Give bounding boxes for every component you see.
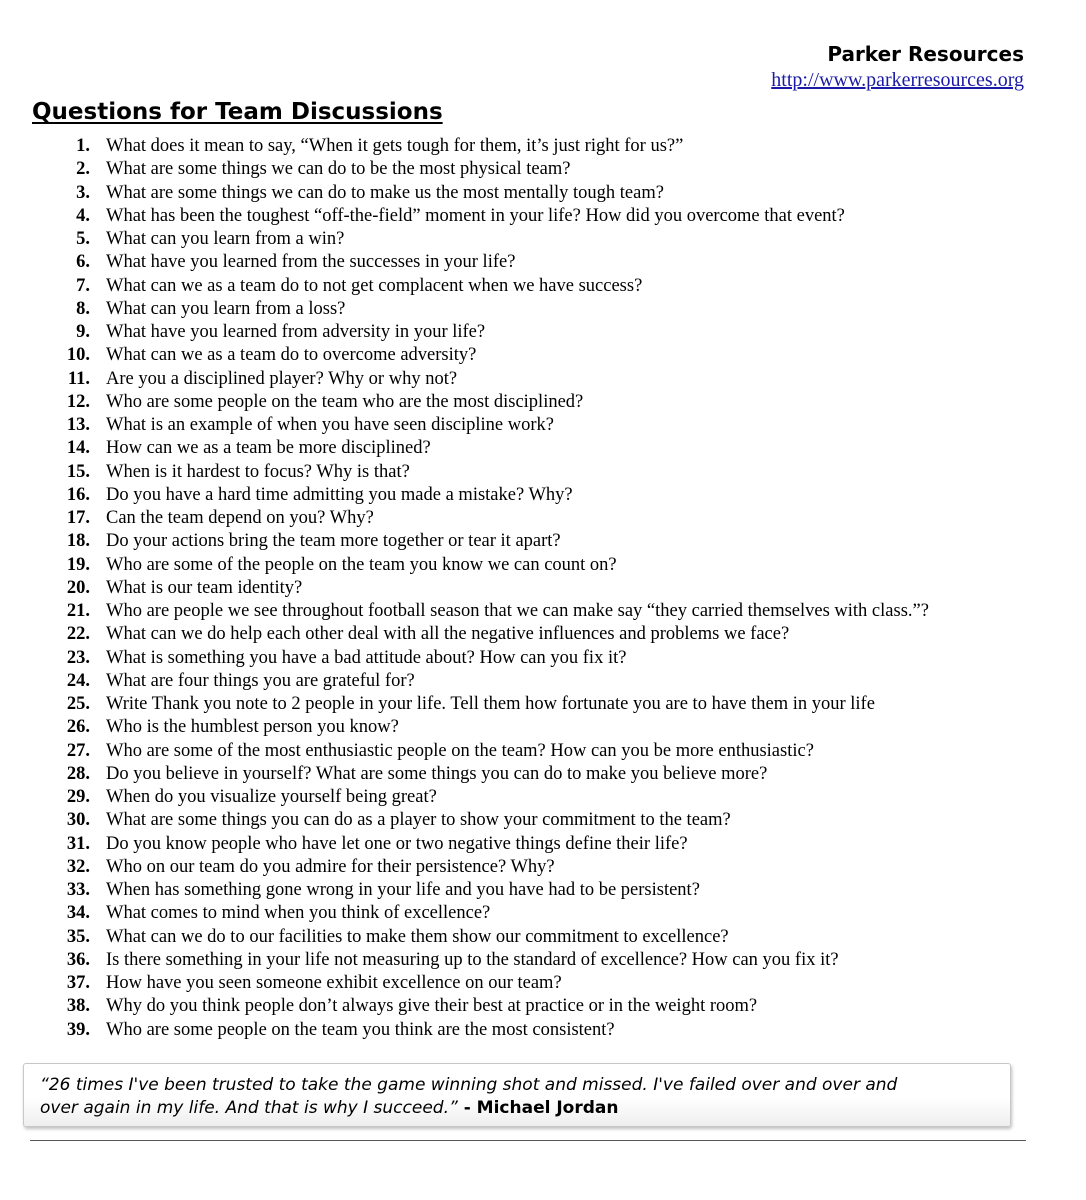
- question-text: How have you seen someone exhibit excellence on our team?: [106, 973, 562, 993]
- question-item: [0, 275, 929, 298]
- question-list: [0, 135, 929, 1042]
- question-text: Who on our team do you admire for their persistence? Why?: [106, 856, 555, 877]
- question-text: What can you learn from a win?: [106, 229, 345, 249]
- question-number: 4.: [76, 205, 90, 226]
- footer-divider: [30, 1140, 1026, 1141]
- question-number: 37.: [66, 973, 90, 993]
- question-number: 22.: [66, 624, 90, 645]
- question-item: [0, 461, 929, 484]
- question-text: Who are some people on the team who are the most disciplined?: [106, 391, 584, 412]
- question-item: [0, 182, 929, 205]
- question-number: 17.: [66, 508, 90, 528]
- question-text: What comes to mind when you think of excellence?: [106, 903, 491, 924]
- question-number: 8.: [76, 298, 90, 319]
- question-text: How can we as a team be more disciplined?: [106, 438, 431, 459]
- question-number: 2.: [76, 159, 90, 180]
- question-text: Can the team depend on you? Why?: [106, 508, 374, 528]
- question-item: [0, 833, 929, 856]
- question-number: 34.: [66, 903, 90, 924]
- question-item: [0, 809, 929, 832]
- question-item: [0, 995, 929, 1018]
- question-item: [0, 135, 929, 158]
- quote-text: [40, 1074, 990, 1119]
- question-number: 19.: [66, 554, 90, 575]
- question-item: [0, 949, 929, 972]
- quote-author: - Michael Jordan: [457, 1097, 619, 1118]
- question-text: What does it mean to say, “When it gets tough for them, it’s just right for us?”: [106, 136, 684, 156]
- question-number: 24.: [66, 670, 90, 691]
- quote-line-2: over again in my life. And that is why I succeed.”: [40, 1097, 458, 1118]
- question-number: 27.: [66, 740, 90, 761]
- question-text: What can we do help each other deal with all the negative influences and problems we face?: [106, 624, 790, 645]
- question-number: 26.: [66, 717, 90, 738]
- question-text: What can we as a team do to overcome adversity?: [106, 345, 477, 366]
- question-text: Do your actions bring the team more together or tear it apart?: [106, 531, 561, 552]
- question-item: [0, 926, 929, 949]
- question-text: Who are some of the most enthusiastic people on the team? How can you be more enthusiastic?: [106, 740, 814, 761]
- question-item: [0, 763, 929, 786]
- question-text: What can we do to our facilities to make them show our commitment to excellence?: [106, 926, 729, 947]
- quote-box: [23, 1063, 1011, 1127]
- question-text: What are some things we can do to make us the most mentally tough team?: [106, 182, 664, 203]
- question-text: What can we as a team do to not get complacent when we have success?: [106, 275, 643, 296]
- question-number: 3.: [76, 182, 90, 203]
- question-text: What are some things we can do to be the most physical team?: [106, 159, 571, 180]
- question-number: 20.: [66, 577, 90, 598]
- question-item: [0, 437, 929, 460]
- question-item: [0, 158, 929, 181]
- question-item: [0, 205, 929, 228]
- question-item: [0, 670, 929, 693]
- question-number: 33.: [66, 880, 90, 900]
- question-item: [0, 368, 929, 391]
- question-number: 39.: [66, 1019, 90, 1040]
- question-item: [0, 600, 929, 623]
- question-number: 1.: [76, 136, 90, 156]
- question-number: 21.: [66, 601, 90, 621]
- question-item: [0, 623, 929, 646]
- question-text: What are some things you can do as a player to show your commitment to the team?: [106, 810, 731, 831]
- question-text: Why do you think people don’t always give their best at practice or in the weight room?: [106, 996, 758, 1017]
- question-text: Do you have a hard time admitting you made a mistake? Why?: [106, 484, 573, 505]
- question-text: What have you learned from adversity in your life?: [106, 322, 486, 342]
- question-text: Do you believe in yourself? What are some things you can do to make you believe more?: [106, 763, 768, 784]
- question-item: [0, 298, 929, 321]
- question-item: [0, 577, 929, 600]
- question-text: What have you learned from the successes in your life?: [106, 252, 516, 273]
- page-title: Questions for Team Discussions: [32, 99, 443, 125]
- question-item: [0, 321, 929, 344]
- question-item: [0, 972, 929, 995]
- question-number: 36.: [66, 949, 90, 970]
- question-number: 10.: [66, 345, 90, 366]
- question-item: [0, 228, 929, 251]
- question-item: [0, 414, 929, 437]
- question-text: When has something gone wrong in your life and you have had to be persistent?: [106, 880, 700, 900]
- question-item: [0, 344, 929, 367]
- question-item: [0, 786, 929, 809]
- question-text: Who are some people on the team you think are the most consistent?: [106, 1019, 615, 1040]
- question-text: What has been the toughest “off-the-field” moment in your life? How did you overcome that event?: [106, 205, 845, 226]
- question-number: 28.: [66, 763, 90, 784]
- question-item: [0, 693, 929, 716]
- question-number: 38.: [66, 996, 90, 1017]
- question-item: [0, 554, 929, 577]
- question-number: 32.: [66, 856, 90, 877]
- question-text: What is something you have a bad attitude about? How can you fix it?: [106, 647, 627, 668]
- question-number: 16.: [66, 484, 90, 505]
- brand-name: Parker Resources: [827, 42, 1024, 66]
- question-number: 25.: [66, 694, 90, 714]
- website-link[interactable]: http://www.parkerresources.org: [771, 69, 1024, 91]
- question-item: [0, 391, 929, 414]
- question-number: 11.: [67, 368, 90, 389]
- question-item: [0, 1019, 929, 1042]
- question-number: 18.: [66, 531, 90, 552]
- question-item: [0, 484, 929, 507]
- question-item: [0, 530, 929, 553]
- question-number: 6.: [76, 252, 90, 273]
- question-number: 31.: [66, 833, 90, 854]
- question-number: 14.: [66, 438, 90, 459]
- question-text: Write Thank you note to 2 people in your life. Tell them how fortunate you are to have them in your life: [106, 694, 875, 714]
- question-text: What are four things you are grateful for?: [106, 670, 415, 691]
- question-item: [0, 740, 929, 763]
- question-number: 5.: [76, 229, 90, 249]
- question-item: [0, 856, 929, 879]
- question-item: [0, 879, 929, 902]
- question-number: 12.: [66, 391, 90, 412]
- question-number: 13.: [66, 415, 90, 435]
- question-number: 9.: [76, 322, 90, 342]
- question-item: [0, 507, 929, 530]
- question-number: 29.: [66, 787, 90, 807]
- question-number: 23.: [66, 647, 90, 668]
- quote-line-1: “26 times I've been trusted to take the game winning shot and missed. I've failed over and over and: [40, 1075, 898, 1095]
- question-item: [0, 902, 929, 925]
- question-number: 7.: [76, 275, 90, 296]
- question-number: 15.: [66, 461, 90, 482]
- question-number: 30.: [66, 810, 90, 831]
- question-text: What can you learn from a loss?: [106, 298, 346, 319]
- question-text: Is there something in your life not measuring up to the standard of excellence? How can you fix it?: [106, 949, 839, 970]
- question-number: 35.: [66, 926, 90, 947]
- question-text: What is an example of when you have seen discipline work?: [106, 415, 554, 435]
- question-item: [0, 647, 929, 670]
- question-text: Are you a disciplined player? Why or why not?: [106, 368, 458, 389]
- question-text: When is it hardest to focus? Why is that?: [106, 461, 410, 482]
- question-item: [0, 716, 929, 739]
- question-text: What is our team identity?: [106, 577, 303, 598]
- question-text: Who are people we see throughout football season that we can make say “they carried themselves with class.”?: [106, 601, 929, 621]
- question-text: Do you know people who have let one or two negative things define their life?: [106, 833, 688, 854]
- question-text: When do you visualize yourself being great?: [106, 787, 437, 807]
- question-item: [0, 251, 929, 274]
- question-text: Who are some of the people on the team you know we can count on?: [106, 554, 617, 575]
- question-text: Who is the humblest person you know?: [106, 717, 399, 738]
